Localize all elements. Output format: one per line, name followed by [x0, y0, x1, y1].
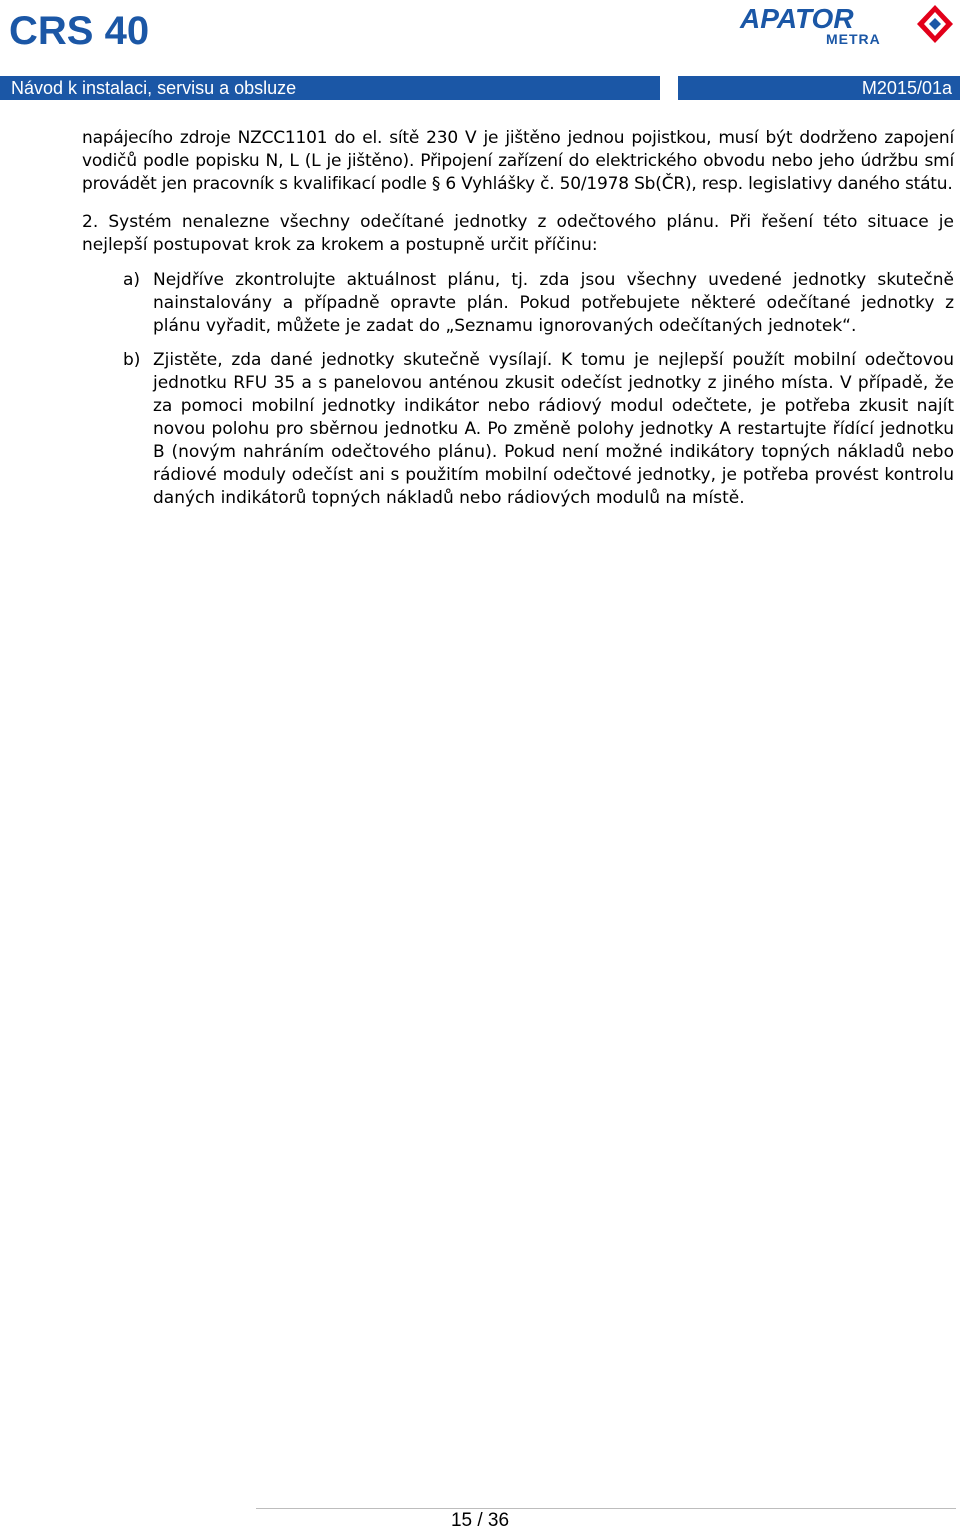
- document-title: CRS 40: [9, 9, 150, 53]
- page-number: 15 / 36: [450, 1510, 510, 1531]
- step-list: [82, 269, 954, 510]
- apator-metra-logo: [740, 4, 954, 50]
- list-item-text: Nejdříve zkontrolujte aktuálnost plánu, tj. zda jsou všechny uvedené jednotky skutečně nainstalovány a případně opravte plán. Pokud potřebujete některé odečítané jednotky z plánu vyřadit, můžete je zadat do „Seznamu ignorovaných odečítaných jednotek“.: [153, 270, 954, 336]
- logo-sub-text: METRA: [826, 31, 881, 47]
- document-body: [82, 127, 954, 521]
- list-item-marker: a): [123, 270, 141, 290]
- document-code: M2015/01a: [678, 76, 960, 100]
- section-number: 2.: [82, 212, 99, 232]
- troubleshooting-section: [82, 211, 954, 510]
- manual-subtitle-bar: Návod k instalaci, servisu a obsluze: [0, 76, 660, 100]
- list-item-marker: b): [123, 350, 141, 370]
- list-item: [82, 349, 954, 510]
- section-text: Systém nenalezne všechny odečítané jednotky z odečtového plánu. Při řešení této situace je nejlepší postupovat krok za krokem a postupně určit příčinu:: [82, 212, 954, 255]
- section-heading: [82, 211, 954, 257]
- list-item-text: Zjistěte, zda dané jednotky skutečně vysílají. K tomu je nejlepší použít mobilní odečtovou jednotku RFU 35 a s panelovou anténou zkusit odečíst jednotky z jiného místa. V případě, že za pomoci mobilní jednotky indikátor nebo rádiový modul odečtete, je potřeba zkusit najít novou polohu pro sběrnou jednotku A. Po změně polohy jednotky A restartujte řídící jednotku B (novým nahráním odečtového plánu). Pokud není možné indikátory topných nákladů nebo rádiové moduly odečíst ani s použitím mobilní odečtové jednotky, je potřeba provést kontrolu daných indikátorů topných nákladů nebo rádiových modulů na místě.: [153, 350, 954, 508]
- logo-diamond-icon: [916, 4, 954, 44]
- logo-brand-text: APATOR: [740, 3, 854, 34]
- intro-paragraph: napájecího zdroje NZCC1101 do el. sítě 230 V je jištěno jednou pojistkou, musí být dodrženo zapojení vodičů podle popisku N, L (L je jištěno). Připojení zařízení do elektrického obvodu nebo jeho údržbu smí provádět jen pracovník s kvalifikací podle § 6 Vyhlášky č. 50/1978 Sb(ČR), resp. legislativy daného státu.: [82, 128, 954, 194]
- list-item: [82, 269, 954, 338]
